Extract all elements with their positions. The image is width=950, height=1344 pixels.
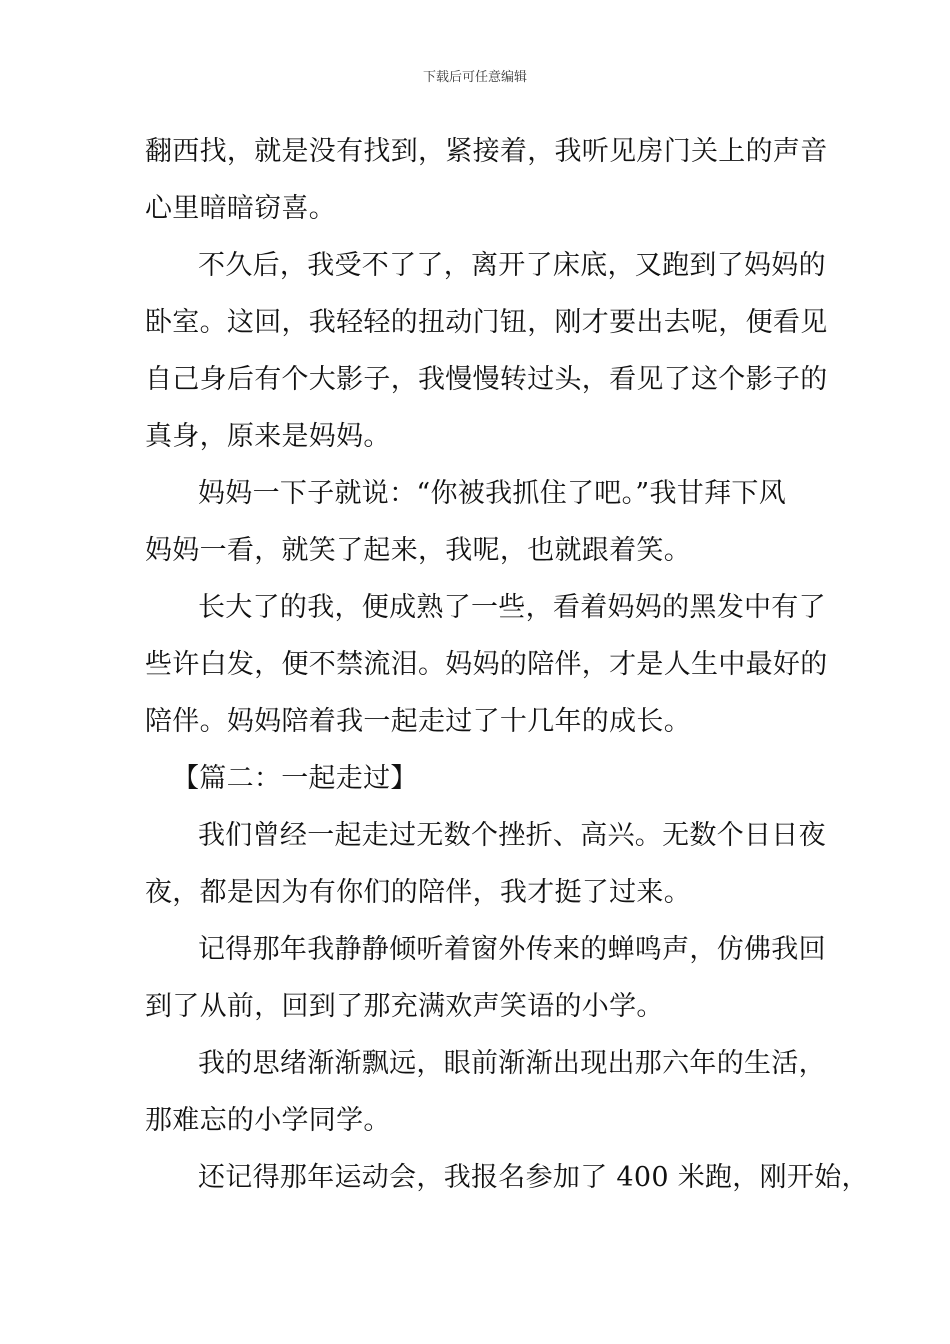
- text-line: 我们曾经一起走过无数个挫折、高兴。无数个日日夜: [198, 820, 826, 851]
- text-line: 妈妈一下子就说：“你被我抓住了吧。”我甘拜下风: [198, 478, 787, 509]
- text-line: 自己身后有个大影子，我慢慢转过头，看见了这个影子的: [145, 364, 828, 395]
- text-line: 记得那年我静静倾听着窗外传来的蝉鸣声，仿佛我回: [198, 934, 826, 965]
- text-line: 夜，都是因为有你们的陪伴，我才挺了过来。: [145, 877, 691, 908]
- text-line: 心里暗暗窃喜。: [145, 193, 337, 224]
- section-heading: 【篇二：一起走过】: [172, 763, 418, 794]
- page-header: 下载后可任意编辑: [422, 70, 527, 85]
- text-line: 那难忘的小学同学。: [145, 1105, 391, 1136]
- text-line: 妈妈一看，就笑了起来，我呢，也就跟着笑。: [145, 535, 691, 566]
- text-line: 还记得那年运动会，我报名参加了 400 米跑，刚开始，: [198, 1162, 869, 1193]
- text-line: 卧室。这回，我轻轻的扭动门钮，刚才要出去呢，便看见: [145, 307, 828, 338]
- text-line: 到了从前，回到了那充满欢声笑语的小学。: [145, 991, 664, 1022]
- text-line: 真身，原来是妈妈。: [145, 421, 391, 452]
- text-line: 不久后，我受不了了，离开了床底，又跑到了妈妈的: [198, 250, 826, 281]
- text-line: 些许白发，便不禁流泪。妈妈的陪伴，才是人生中最好的: [145, 649, 828, 680]
- text-line: 我的思绪渐渐飘远，眼前渐渐出现出那六年的生活，: [198, 1048, 826, 1079]
- text-line: 陪伴。妈妈陪着我一起走过了十几年的成长。: [145, 706, 691, 737]
- text-line: 长大了的我，便成熟了一些，看着妈妈的黑发中有了: [198, 592, 826, 623]
- text-line: 翻西找，就是没有找到，紧接着，我听见房门关上的声音: [145, 136, 828, 167]
